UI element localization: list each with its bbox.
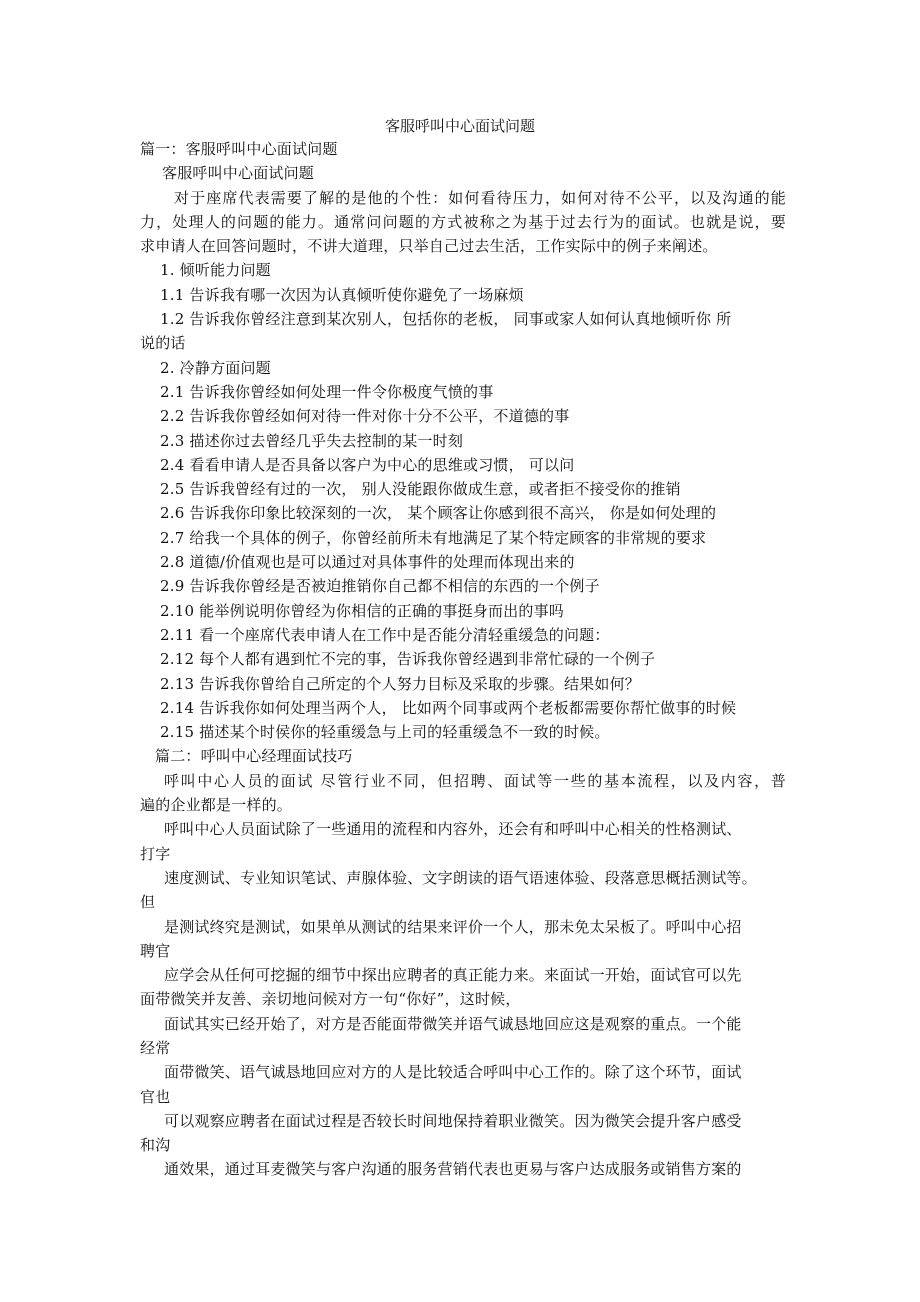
paragraph-line: 但 xyxy=(140,893,156,912)
list-item-continuation: 说的话 xyxy=(140,334,186,353)
paragraph-line: 遍的企业都是一样的。 xyxy=(140,796,293,815)
paragraph-line: 经常 xyxy=(140,1038,171,1057)
paragraph-line: 通效果，通过耳麦微笑与客户沟通的服务营销代表也更易与客户达成服务或销售方案的 xyxy=(164,1160,742,1179)
paragraph-line: 官也 xyxy=(140,1087,171,1106)
list-heading: 2. 冷静方面问题 xyxy=(160,358,271,377)
list-item: 2.13 告诉我你曾给自己所定的个人努力目标及采取的步骤。结果如何？ xyxy=(160,674,640,693)
list-item: 2.15 描述某个时侯你的轻重缓急与上司的轻重缓急不一致的时候。 xyxy=(160,723,610,742)
list-item: 2.9 告诉我你曾经是否被迫推销你自己都不相信的东西的一个例子 xyxy=(160,577,600,596)
paragraph-line: 应学会从任何可挖掘的细节中探出应聘者的真正能力来。来面试一开始，面试官可以先 xyxy=(164,966,742,985)
list-item: 2.8 道德/价值观也是可以通过对具体事件的处理而体现出来的 xyxy=(160,553,575,572)
document-body xyxy=(140,137,786,1182)
list-item: 1.2 告诉我你曾经注意到某次别人，包括你的老板， 同事或家人如何认真地倾听你 所 xyxy=(160,310,732,329)
paragraph-line: 和沟 xyxy=(140,1136,171,1155)
paragraph-line: 面带微笑并友善、亲切地问候对方一句“你好”，这时候， xyxy=(140,990,521,1009)
paragraph-line: 是测试终究是测试，如果单从测试的结果来评价一个人，那未免太呆板了。呼叫中心招 xyxy=(164,917,742,936)
list-item: 2.6 告诉我你印象比较深刻的一次， 某个顾客让你感到很不高兴， 你是如何处理的 xyxy=(160,504,717,523)
list-item: 2.10 能举例说明你曾经为你相信的正确的事挺身而出的事吗 xyxy=(160,601,564,620)
paragraph-line: 可以观察应聘者在面试过程是否较长时间地保持着职业微笑。因为微笑会提升客户感受 xyxy=(164,1111,742,1130)
list-heading: 1. 倾听能力问题 xyxy=(160,261,271,280)
list-item: 2.12 每个人都有遇到忙不完的事，告诉我你曾经遇到非常忙碌的一个例子 xyxy=(160,650,656,669)
section-heading-2: 篇二：呼叫中心经理面试技巧 xyxy=(155,747,353,766)
paragraph-line: 呼叫中心人员的面试 尽管行业不同，但招聘、面试等一些的基本流程，以及内容，普 xyxy=(164,771,786,790)
paragraph-line: 呼叫中心人员面试除了一些通用的流程和内容外，还会有和呼叫中心相关的性格测试、 xyxy=(164,820,742,839)
paragraph-line: 打字 xyxy=(140,844,171,863)
list-item: 1.1 告诉我有哪一次因为认真倾听使你避免了一场麻烦 xyxy=(160,285,524,304)
document-title: 客服呼叫中心面试问题 xyxy=(384,117,535,135)
paragraph-line: 面带微笑、语气诚恳地回应对方的人是比较适合呼叫中心工作的。除了这个环节，面试 xyxy=(164,1063,742,1082)
paragraph-line: 面试其实已经开始了，对方是否能面带微笑并语气诚恳地回应这是观察的重点。一个能 xyxy=(164,1014,742,1033)
paragraph-line: 速度测试、专业知识笔试、声腺体验、文字朗读的语气语速体验、段落意思概括测试等。 xyxy=(164,868,757,887)
list-item: 2.2 告诉我你曾经如何对待一件对你十分不公平，不道德的事 xyxy=(160,407,570,426)
list-item: 2.3 描述你过去曾经几乎失去控制的某一时刻 xyxy=(160,431,464,450)
subheading: 客服呼叫中心面试问题 xyxy=(162,164,315,183)
paragraph-line: 力，处理人的问题的能力。通常问问题的方式被称之为基于过去行为的面试。也就是说，要 xyxy=(140,212,786,231)
paragraph-line: 求申请人在回答问题时，不讲大道理，只举自己过去生活，工作实际中的例子来阐述。 xyxy=(140,237,718,256)
list-item: 2.1 告诉我你曾经如何处理一件令你极度气愤的事 xyxy=(160,382,494,401)
paragraph-line: 对于座席代表需要了解的是他的个性：如何看待压力，如何对待不公平，以及沟通的能 xyxy=(174,188,786,207)
list-item: 2.4 看看申请人是否具备以客户为中心的思维或习惯， 可以问 xyxy=(160,455,575,474)
list-item: 2.11 看一个座席代表申请人在工作中是否能分清轻重缓急的问题： xyxy=(160,625,610,644)
list-item: 2.5 告诉我曾经有过的一次， 别人没能跟你做成生意，或者拒不接受你的推销 xyxy=(160,480,681,499)
section-heading-1: 篇一：客服呼叫中心面试问题 xyxy=(140,140,338,158)
paragraph-line: 聘官 xyxy=(140,941,171,960)
list-item: 2.7 给我一个具体的例子，你曾经前所未有地满足了某个特定顾客的非常规的要求 xyxy=(160,528,707,547)
list-item: 2.14 告诉我你如何处理当两个人， 比如两个同事或两个老板都需要你帮忙做事的时候 xyxy=(160,698,737,717)
